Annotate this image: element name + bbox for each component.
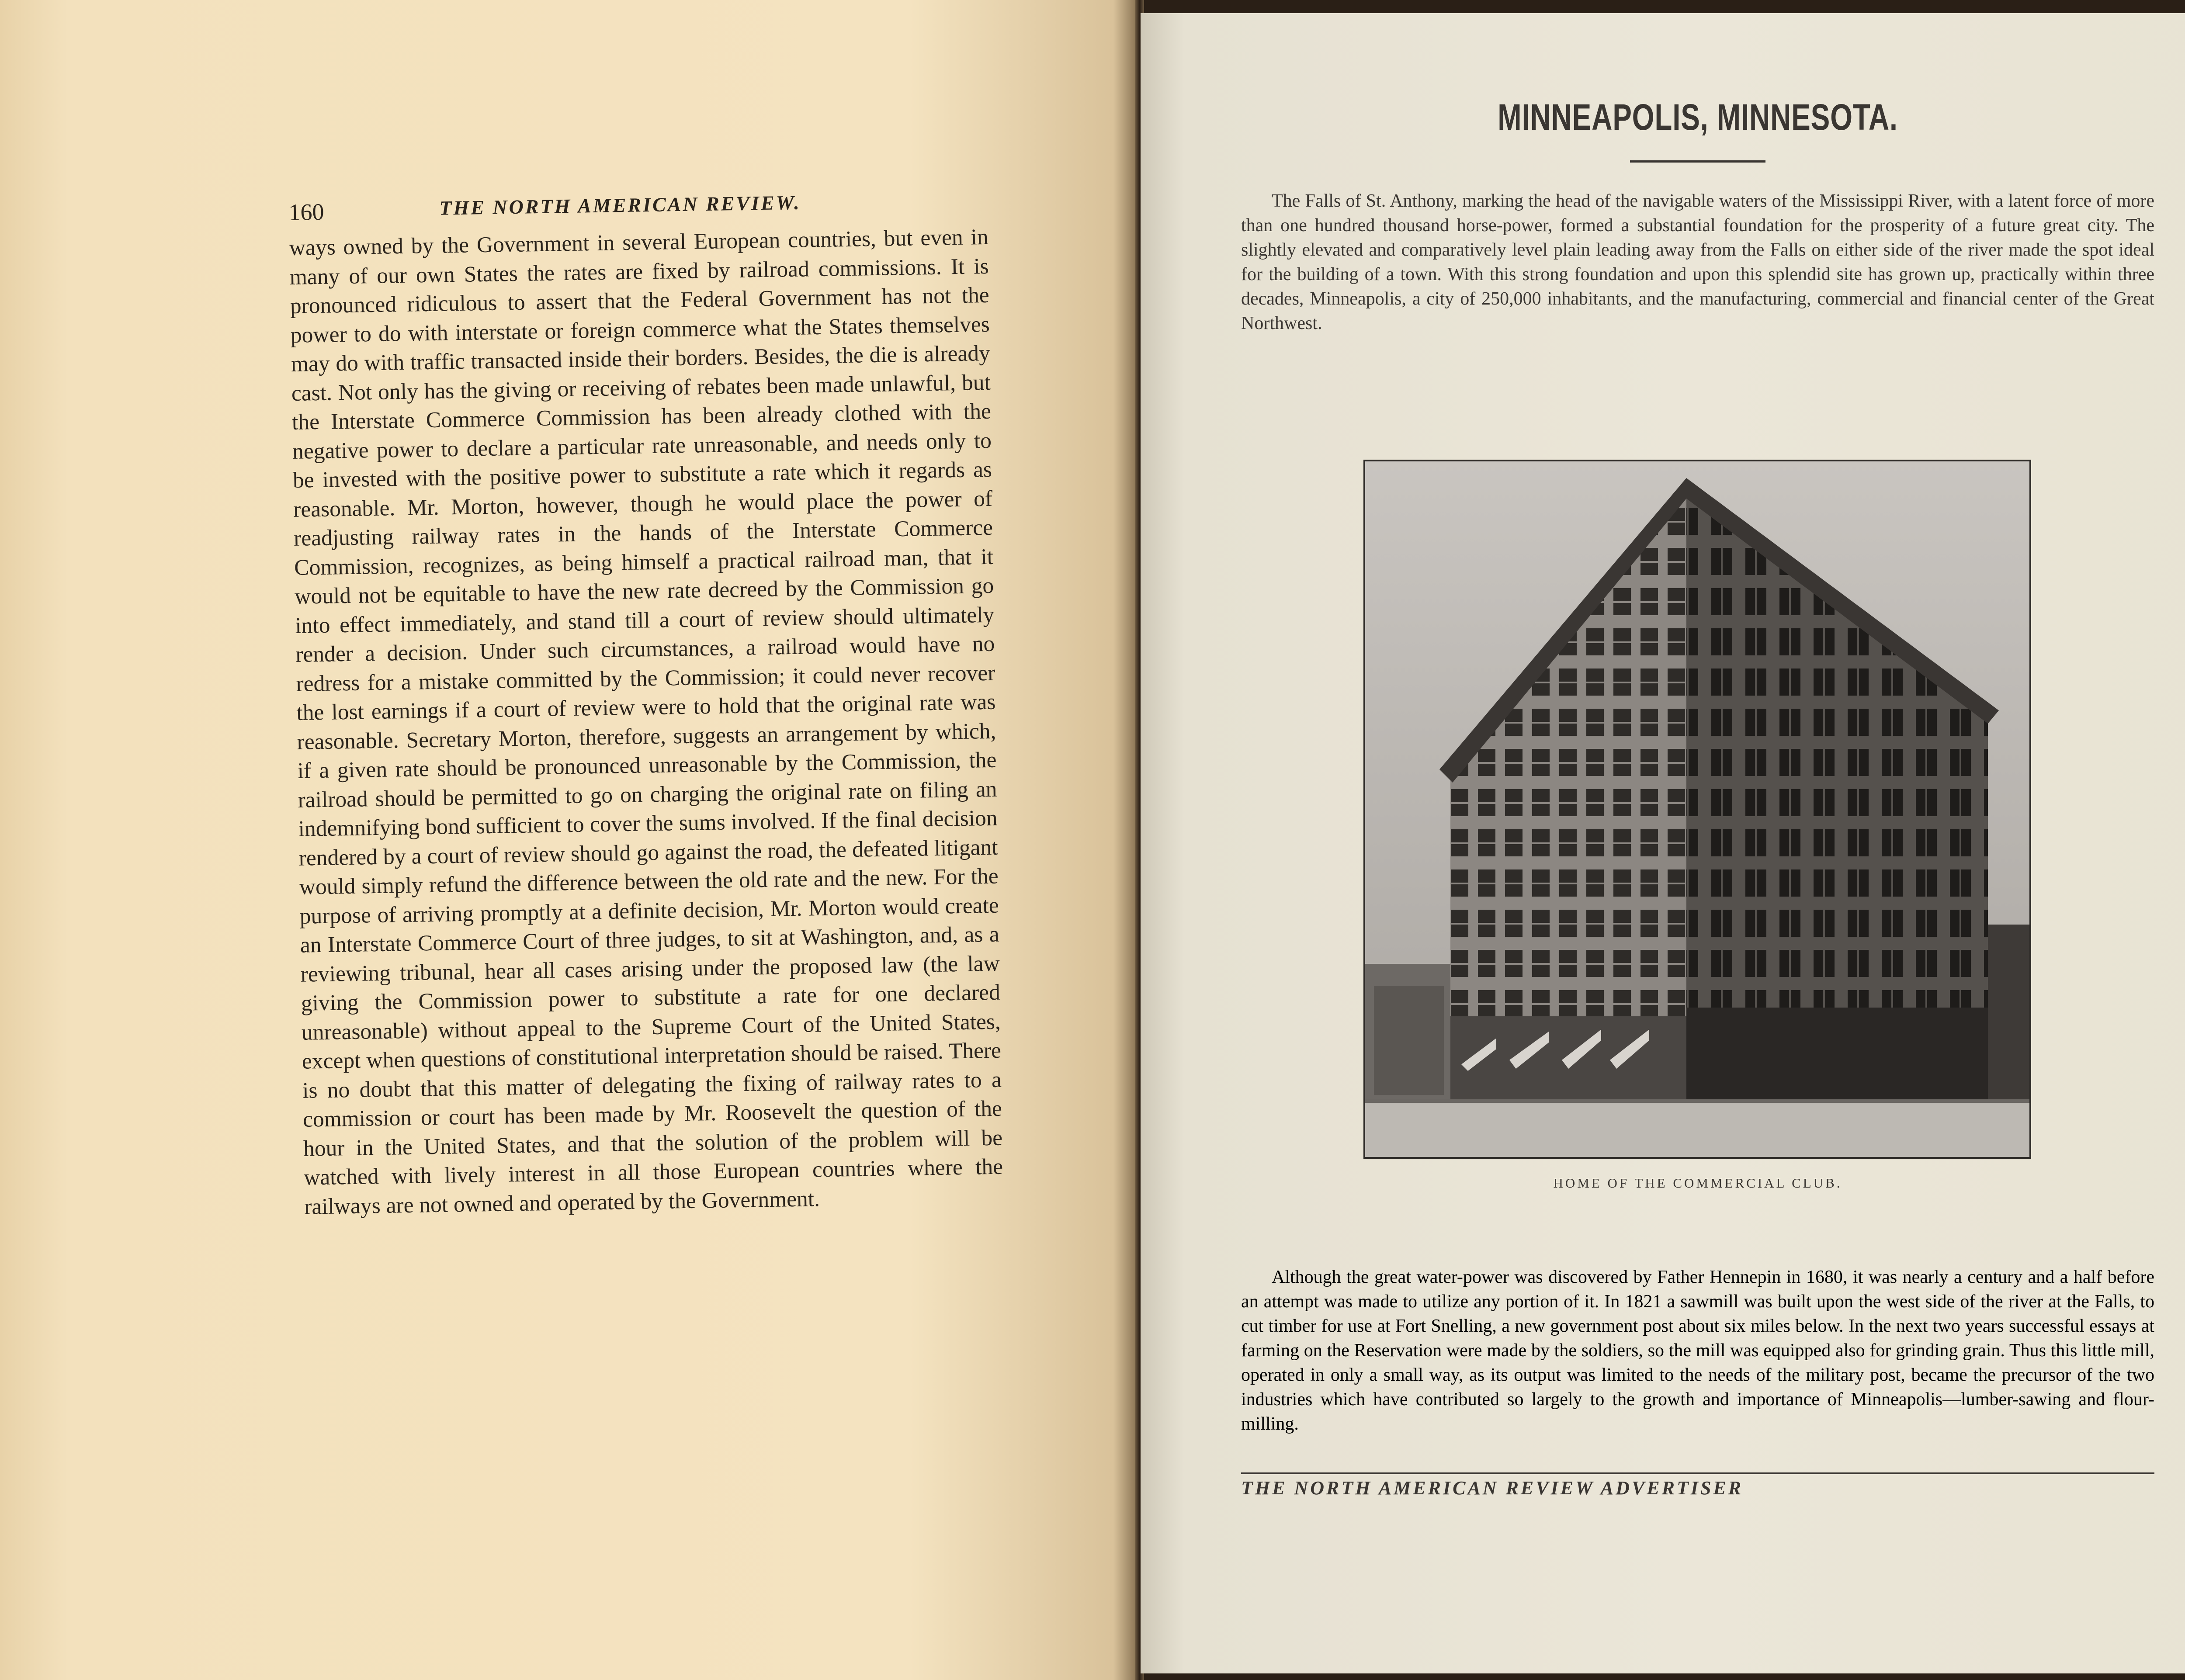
commercial-club-building-image — [1365, 461, 2029, 1157]
page-title: MINNEAPOLIS, MINNESOTA. — [1498, 97, 1898, 138]
building-photograph — [1363, 460, 2031, 1159]
history-paragraph-container — [1241, 1265, 2154, 1436]
page-number: 160 — [288, 198, 324, 225]
running-head-title: THE NORTH AMERICAN REVIEW. — [439, 191, 801, 219]
title-divider — [1630, 160, 1765, 163]
intro-paragraph: The Falls of St. Anthony, marking the head of the navigable waters of the Mississippi River, with a latent force of more than one hundred thousand horse-power, formed a substantial foundation for the prosperity of a future great city. The slightly elevated and comparatively level plain leading away from the Falls on either side of the river made the spot ideal for the building of a town. With this strong foundation and upon this splendid site has grown up, practically within three decades, Minneapolis, a city of 250,000 inhabitants, and the manufacturing, commercial and financial center of the Great Northwest. — [1241, 191, 2154, 333]
history-paragraph: Although the great water-power was discovered by Father Hennepin in 1680, it was nearly a century and a half before an attempt was made to utilize any portion of it. In 1821 a sawmill was built upon the west side of the river at the Falls, to cut timber for use at Fort Snelling, a new government post about six miles below. In the next two years successful essays at farming on the Reservation were made by the soldiers, so the mill was equipped also for grinding grain. Thus this little mill, operated in only a small way, as its output was limited to the needs of the military post, became the precursor of the two industries which have contributed so largely to the growth and importance of Minneapolis—lumber-sawing and flour-milling. — [1241, 1267, 2154, 1434]
left-page-column — [288, 188, 1004, 1222]
photo-caption: HOME OF THE COMMERCIAL CLUB. — [1553, 1175, 1842, 1191]
right-page-column — [1241, 79, 2154, 336]
left-page-body — [289, 223, 1003, 1222]
footer-divider — [1241, 1472, 2154, 1474]
advertiser-footer: THE NORTH AMERICAN REVIEW ADVERTISER — [1241, 1477, 1744, 1499]
body-paragraph: ways owned by the Government in several European countries, but even in many of our own States the rates are fixed by railroad commissions. It is pronounced ridiculous to assert that the Federal Government has not the power to do with interstate or foreign commerce what the States themselves may do with traffic transacted inside their borders. Besides, the die is already cast. Not only has the giving or receiving of rebates been made unlawful, but the Interstate Commerce Commission has been already clothed with the negative power to declare a particular rate unreasonable, and needs only to be invested with the positive power to substitute a rate which it regards as reasonable. Mr. Morton, however, though he would place the power of readjusting railway rates in the hands of the Interstate Commerce Commission, recognizes, as being himself a practical railroad man, that it would not be equitable to have the new rate decreed by the Commission go into effect immediately, and stand till a court of review should ultimately render a decision. Under such circumstances, a railroad would have no redress for a mistake committed by the Commission; it could never recover the lost earnings if a court of review were to hold that the original rate was reasonable. Secretary Morton, therefore, suggests an arrangement by which, if a given rate should be pronounced unreasonable by the Commission, the railroad should be permitted to go on charging the original rate on filing an indemnifying bond sufficient to cover the sums involved. If the final decision rendered by a court of review should go against the road, the defeated litigant would simply refund the difference between the old rate and the new. For the purpose of arriving promptly at a definite decision, Mr. Morton would create an Interstate Commerce Court of three judges, to sit at Washington, and, as a reviewing tribunal, hear all cases arising under the proposed law (the law giving the Commission power to substitute a rate for one declared unreasonable) without appeal to the Supreme Court of the United States, except when questions of constitutional interpretation should be raised. There is no doubt that this matter of delegating the fixing of railway rates to a commission or court has been made by Mr. Roosevelt the question of the hour in the United States, and that the solution of the problem will be watched with lively interest in all those European countries where the railways are not owned and operated by the Government. — [289, 224, 1003, 1219]
